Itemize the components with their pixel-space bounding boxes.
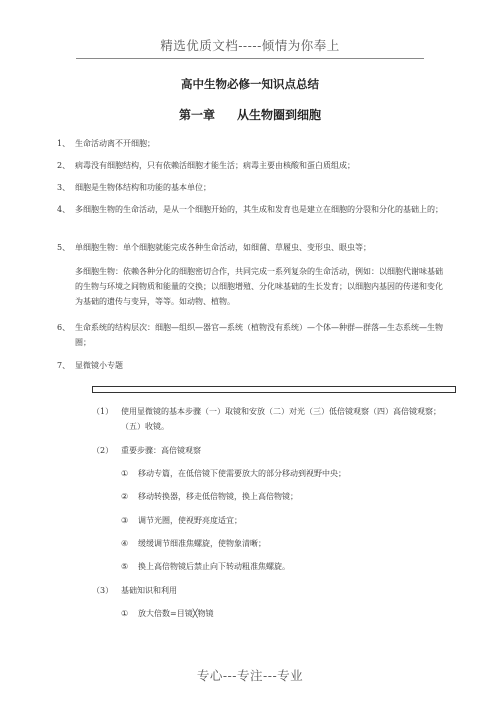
list-item-text: 多细胞生物的生命活动，是从一个细胞开始的，其生成和发育也是建立在细胞的分裂和分化的基础上的； <box>75 205 443 214</box>
section-text: 基础知识和利用 <box>121 586 177 595</box>
step-text: 放大倍数=目镜╳物镜 <box>138 609 214 618</box>
multicell-paragraph: 多细胞生物：依赖各种分化的细胞密切合作，共同完成一系列复杂的生命活动，例如：以细胞代谢味基础的生物与环境之间物质和能量的交换；以细胞增殖、分化味基础的生长发育；以细胞内基因的传递和变化为基础的遗传与变异，等等。如动物、植物。 <box>75 267 443 306</box>
list-item-number: 6、 <box>57 323 71 332</box>
list-item <box>57 158 447 173</box>
procedure-step <box>121 559 451 574</box>
step-text: 移动转换器，移走低倍物镜，换上高倍物镜； <box>138 492 298 501</box>
step-text: 调节光圈，使视野亮度适宜； <box>138 516 242 525</box>
document-title: 高中生物必修一知识点总结 <box>181 77 319 91</box>
step-marker: ① <box>121 469 129 478</box>
procedure-step <box>121 489 451 504</box>
list-item-number: 1、 <box>57 139 71 148</box>
list-item <box>57 180 447 195</box>
microscope-section <box>92 404 454 434</box>
microscope-section <box>92 583 454 598</box>
step-text: 缓缓调节细准焦螺旋，使物象清晰； <box>138 539 266 548</box>
section-box-bar <box>92 386 456 393</box>
list-item-text: 生命系统的结构层次：细胞—组织—器官—系统（植物没有系统）—个体—种群—群落—生态系统—生物圈； <box>75 323 443 347</box>
list-item-text: 单细胞生物：单个细胞就能完成各种生命活动，如细菌、草履虫、变形虫、眼虫等； <box>75 243 371 252</box>
section-number: （1） <box>92 407 114 416</box>
section-text: 使用显微镜的基本步骤（一）取镜和安放（二）对光（三）低倍镜观察（四）高倍镜观察；（五）收镜。 <box>121 407 441 431</box>
list-item <box>57 136 447 151</box>
step-marker: ① <box>121 609 129 618</box>
list-item <box>57 358 447 373</box>
list-item-number: 3、 <box>57 183 71 192</box>
step-text: 移动专篇，在低倍镜下使需要放大的部分移动到视野中央； <box>138 469 346 478</box>
microscope-section <box>92 443 454 458</box>
procedure-step <box>121 466 451 481</box>
list-item <box>57 320 447 350</box>
chapter-heading <box>0 106 500 123</box>
basics-step <box>121 606 451 621</box>
step-marker: ④ <box>121 539 129 548</box>
step-marker: ② <box>121 492 129 501</box>
step-text: 换上高倍物镜后禁止向下转动粗准焦螺旋。 <box>138 562 290 571</box>
chapter-name: 从生物圈到细胞 <box>237 108 322 122</box>
section-number: （2） <box>92 446 114 455</box>
section-number: （3） <box>92 586 114 595</box>
list-item-number: 2、 <box>57 161 71 170</box>
step-marker: ⑤ <box>121 562 129 571</box>
list-item-text: 显微镜小专题 <box>75 361 123 370</box>
list-item <box>57 240 447 255</box>
list-item-text: 病毒没有细胞结构，只有依赖活细胞才能生活；病毒主要由核酸和蛋白质组成； <box>75 161 355 170</box>
procedure-step <box>121 536 451 551</box>
list-item-text: 生命活动离不开细胞； <box>75 139 155 148</box>
list-item <box>57 202 447 217</box>
list-item-text: 细胞是生物体结构和功能的基本单位； <box>75 183 211 192</box>
page-footer: 专心---专注---专业 <box>196 668 304 683</box>
step-marker: ③ <box>121 516 129 525</box>
section-text: 重要步骤：高倍镜观察 <box>121 446 201 455</box>
page-header: 精选优质文档-----倾情为你奉上 <box>160 38 340 53</box>
chapter-number: 第一章 <box>178 108 215 122</box>
procedure-step <box>121 513 451 528</box>
list-item-number: 7、 <box>57 361 71 370</box>
list-item-number: 4、 <box>57 205 71 214</box>
header-divider <box>76 58 424 59</box>
list-item-number: 5、 <box>57 243 71 252</box>
